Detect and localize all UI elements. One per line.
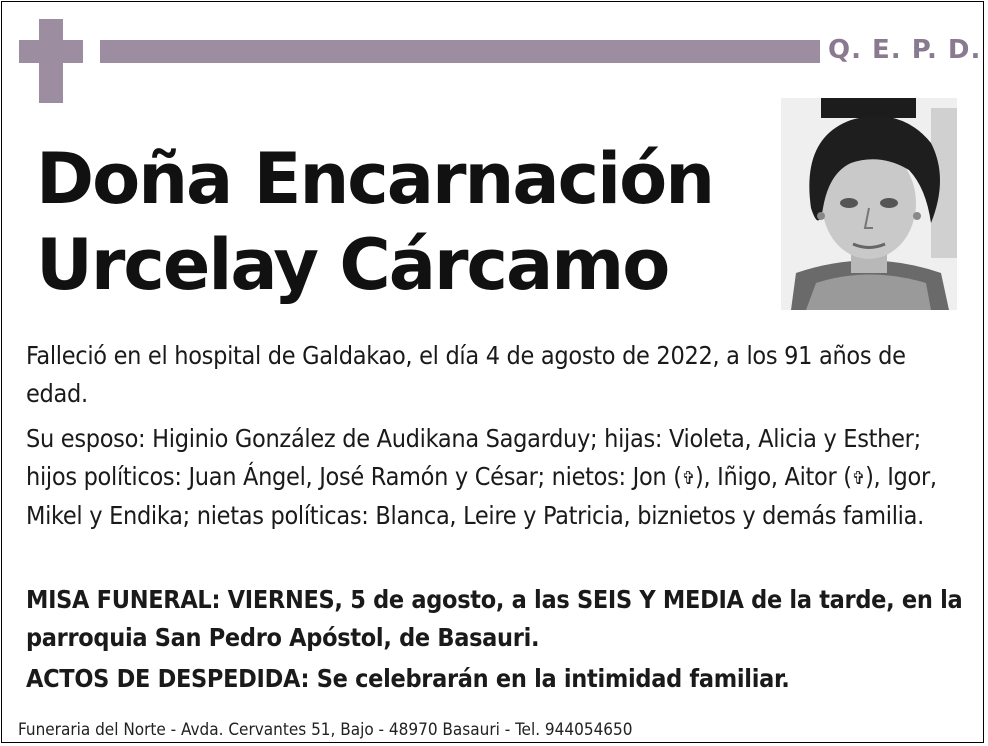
deceased-name-line1: Doña Encarnación: [36, 138, 714, 220]
family-list-part3: ), Igor, Mikel y Endika; nietas políticas: Blanca, Leire y Patricia, biznietos y demás familia.: [26, 461, 937, 530]
header-bar: [100, 40, 820, 63]
farewell-acts: ACTOS DE DESPEDIDA: Se celebrarán en la intimidad familiar.: [26, 664, 790, 693]
family-list: [26, 420, 966, 535]
deceased-name-line2: Urcelay Cárcamo: [36, 224, 669, 306]
death-notice: Falleció en el hospital de Galdakao, el día 4 de agosto de 2022, a los 91 años de edad.: [26, 341, 906, 408]
cross-icon-bar: [19, 40, 83, 63]
deceased-photo: [781, 98, 957, 310]
qepd-label: Q. E. P. D.: [828, 35, 982, 65]
cross-symbol-icon: ✞: [681, 467, 695, 489]
funeral-mass: MISA FUNERAL: VIERNES, 5 de agosto, a las SEIS Y MEDIA de la tarde, en la parroquia San Pedro Apóstol, de Basauri.: [26, 585, 963, 652]
family-list-part1: Su esposo: Higinio González de Audikana Sagarduy; hijas: Violeta, Alicia y Esther; hijos políticos: Juan Ángel, José Ramón y César; nietos: Jon (: [26, 424, 921, 491]
deceased-name: [36, 136, 713, 308]
funeral-home-footer: Funeraria del Norte - Avda. Cervantes 51, Bajo - 48970 Basauri - Tel. 944054650: [18, 720, 633, 740]
family-list-part2: ), Iñigo, Aitor (: [695, 461, 852, 491]
obituary-card: [1, 1, 984, 743]
cross-symbol-icon: ✞: [851, 467, 866, 489]
